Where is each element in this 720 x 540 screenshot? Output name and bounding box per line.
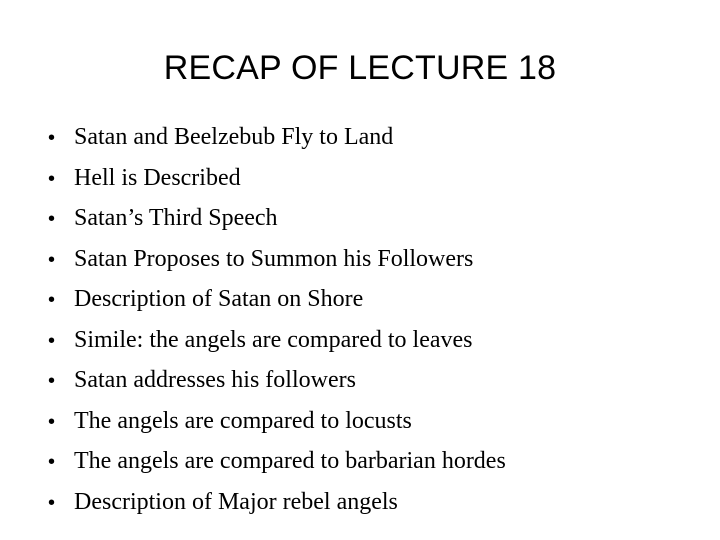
bullet-icon: •: [48, 127, 56, 149]
list-item: [48, 441, 506, 482]
list-item: [48, 158, 506, 199]
list-item: [48, 320, 506, 361]
bullet-list: [48, 117, 506, 522]
bullet-text: Satan Proposes to Summon his Followers: [74, 245, 474, 272]
list-item: [48, 239, 506, 280]
bullet-icon: •: [48, 329, 56, 352]
bullet-text: Hell is Described: [74, 164, 241, 191]
list-item: [48, 198, 506, 239]
bullet-text: Description of Satan on Shore: [74, 286, 364, 312]
bullet-icon: •: [48, 410, 56, 433]
bullet-icon: •: [48, 289, 56, 311]
bullet-icon: •: [48, 248, 56, 271]
list-item: [48, 360, 506, 401]
bullet-icon: •: [48, 208, 56, 230]
bullet-icon: •: [48, 451, 56, 473]
list-item: [48, 117, 506, 158]
bullet-text: Simile: the angels are compared to leaves: [74, 326, 473, 353]
slide-title: RECAP OF LECTURE 18: [163, 49, 557, 87]
list-item: [48, 482, 506, 523]
bullet-text: The angels are compared to barbarian hordes: [74, 448, 506, 474]
bullet-text: Satan’s Third Speech: [74, 205, 278, 231]
list-item: [48, 401, 506, 442]
bullet-icon: •: [48, 491, 56, 514]
bullet-text: Satan and Beelzebub Fly to Land: [74, 124, 394, 150]
bullet-icon: •: [48, 370, 56, 392]
bullet-icon: •: [48, 167, 56, 190]
list-item: [48, 279, 506, 320]
bullet-text: The angels are compared to locusts: [74, 407, 412, 434]
bullet-text: Satan addresses his followers: [74, 367, 356, 393]
bullet-text: Description of Major rebel angels: [74, 488, 398, 515]
